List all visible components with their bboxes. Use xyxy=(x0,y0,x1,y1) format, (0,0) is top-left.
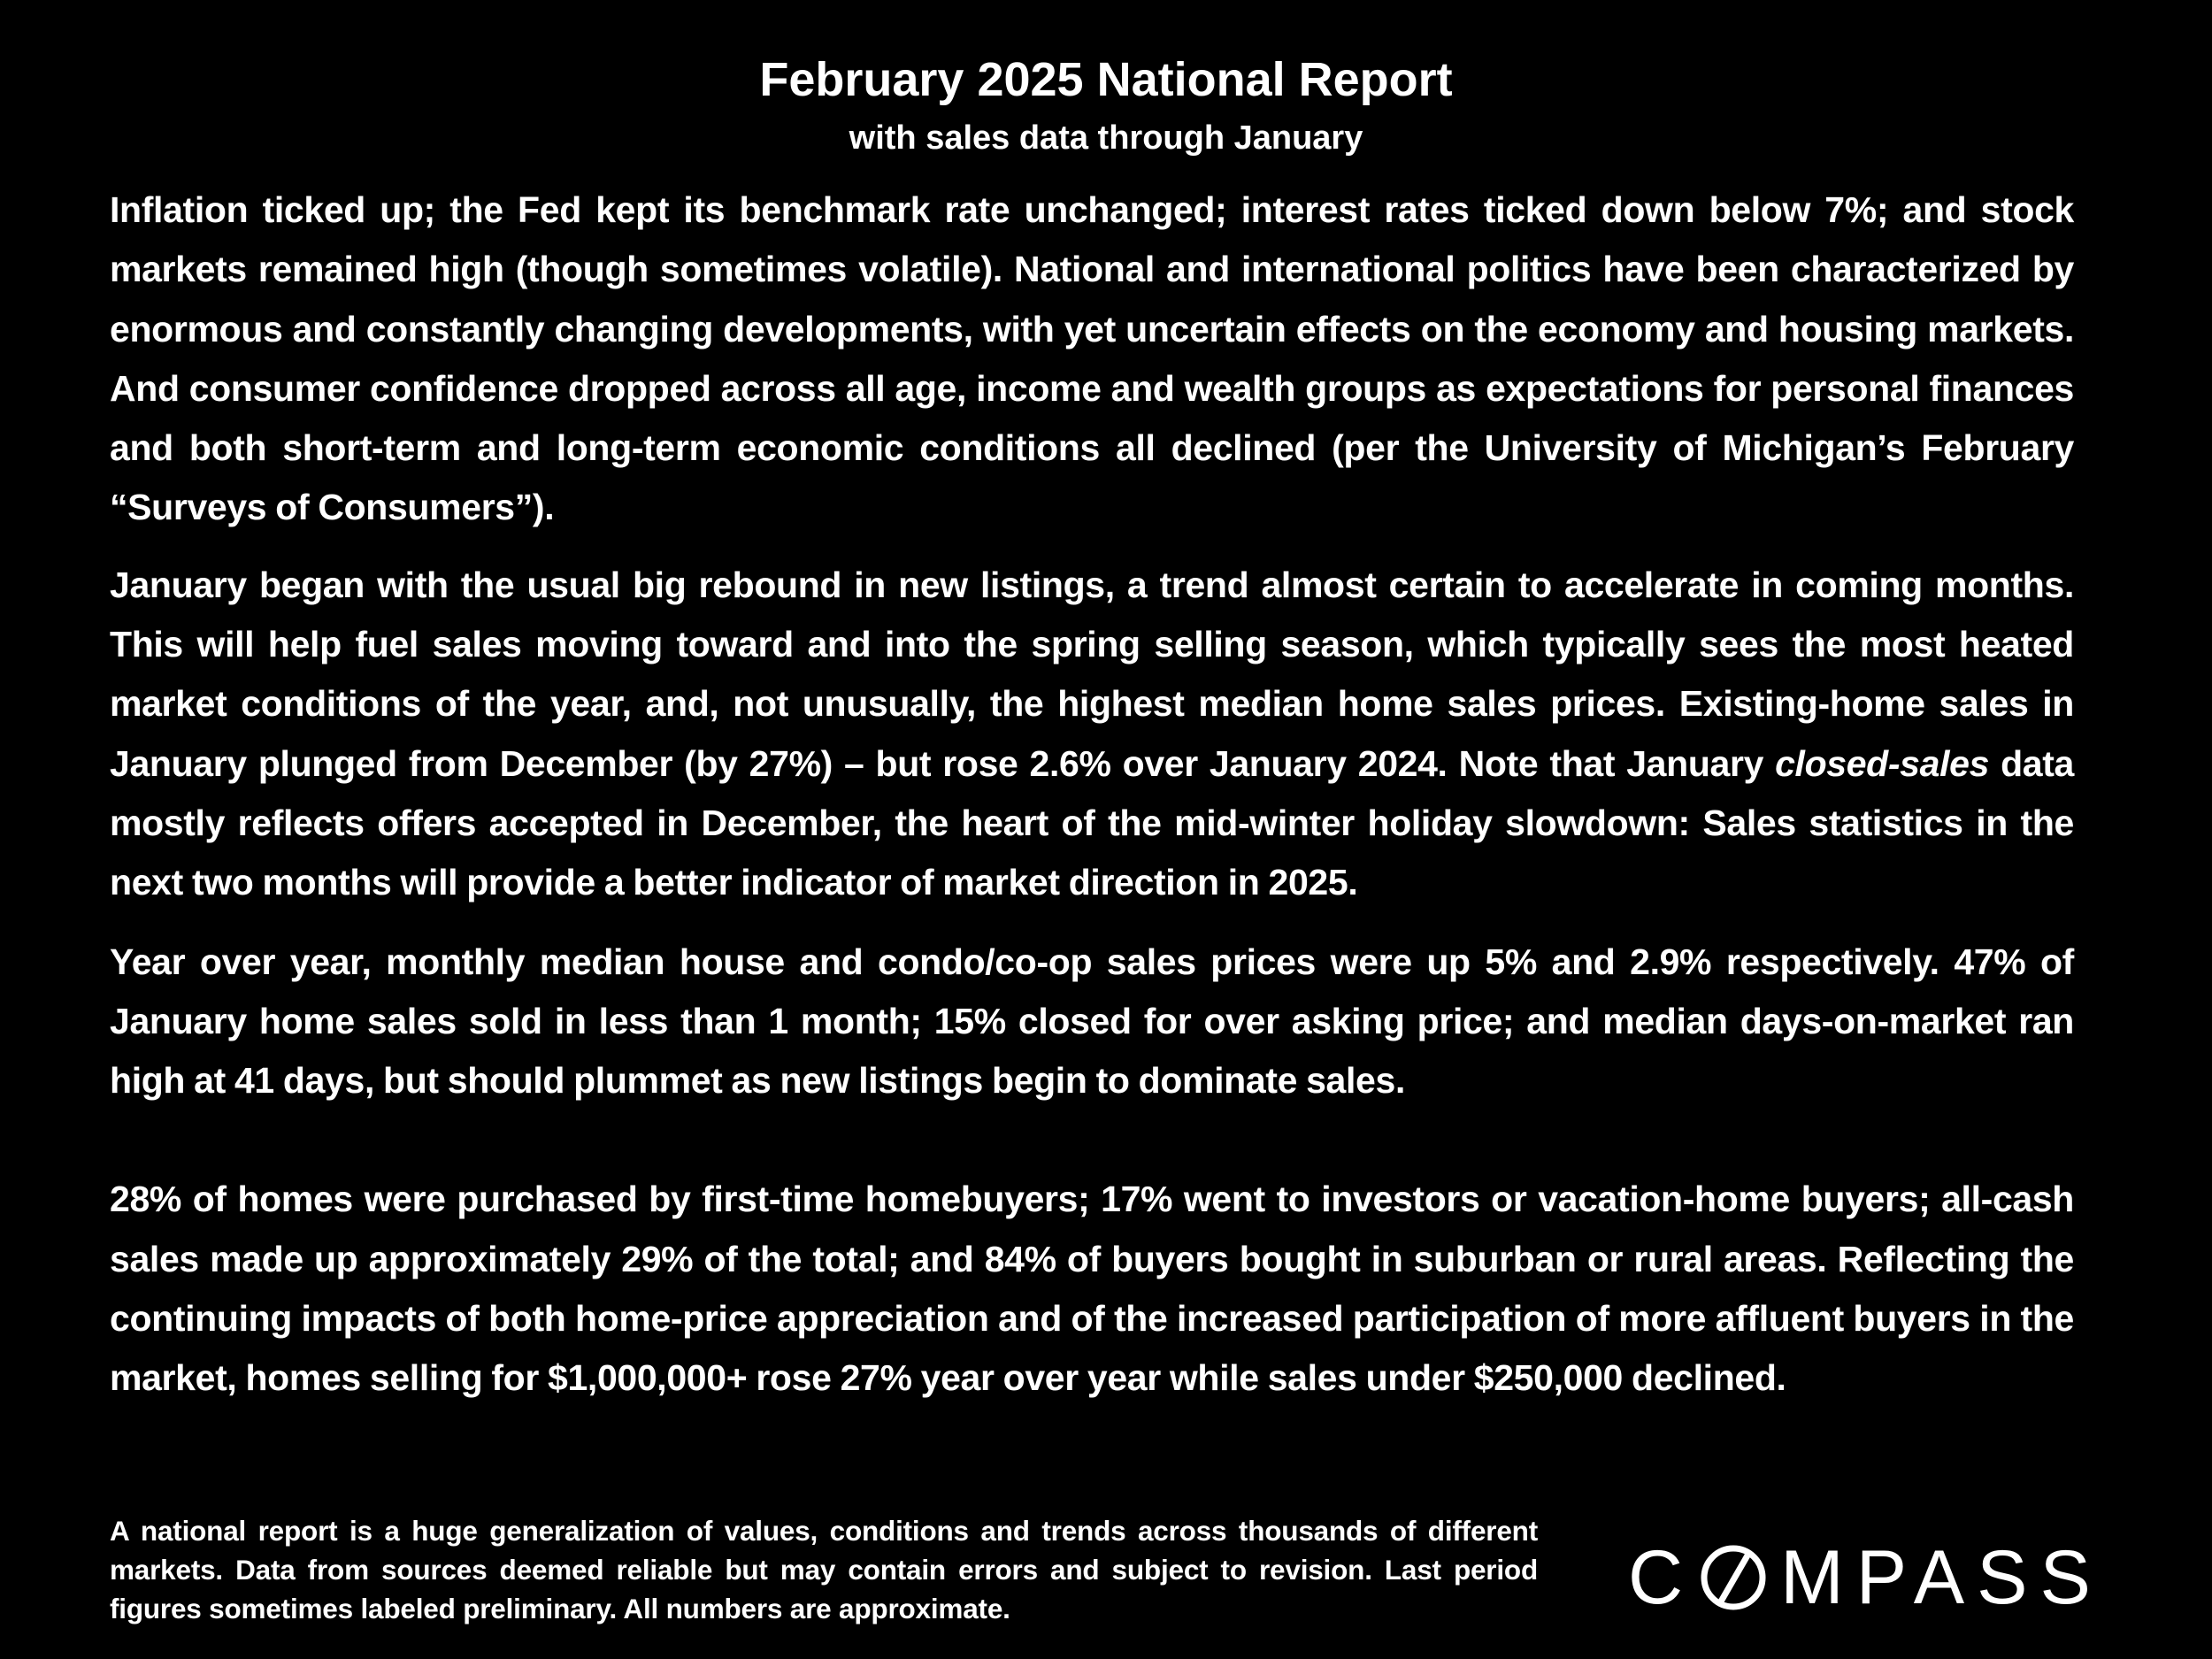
paragraph-buyer-profile: 28% of homes were purchased by first-time homebuyers; 17% went to investors or vacation-home buyers; all-cash sales made up approximately 29% of the total; and 84% of buyers bought in suburban or rural areas. Reflecting the continuing impacts of both home-price appreciation and of the increased participation of more affluent buyers in the market, homes selling for $1,000,000+ rose 27% year over year while sales under $250,000 declined. xyxy=(110,1179,2074,1399)
report-title: February 2025 National Report xyxy=(759,53,1453,106)
compass-logo xyxy=(1628,1535,2106,1620)
logo-letter-c: C xyxy=(1628,1535,1696,1620)
paragraph-january-sales-part2: data mostly reflects offers accepted in December, the heart of the mid-winter holiday slowdown: Sales statistics in the next two months will provide a better indicator of market direction in 2025. xyxy=(110,742,2074,903)
paragraph-january-sales-part1: January began with the usual big rebound in new listings, a trend almost certain to accelerate in coming months. This will help fuel sales moving toward and into the spring selling season, which typically sees the most heated market conditions of the year, and, not unusually, the highest median home sales prices. Existing-home sales in January plunged from December (by 27%) – but rose 2.6% over January 2024. Note that January xyxy=(110,564,2074,784)
disclaimer-footnote: A national report is a huge generalization of values, conditions and trends across thousands of different markets. Data from sources deemed reliable but may contain errors and subject to revision. Last period figures sometimes labeled preliminary. All numbers are approximate. xyxy=(110,1515,1538,1624)
paragraph-economy: Inflation ticked up; the Fed kept its benchmark rate unchanged; interest rates ticked down below 7%; and stock markets remained high (though sometimes volatile). National and international politics have been characterized by enormous and constantly changing developments, with yet uncertain effects on the economy and housing markets. And consumer confidence dropped across all age, income and wealth groups as expectations for personal finances and both short-term and long-term economic conditions all declined (per the University of Michigan’s February “Surveys of Consumers”). xyxy=(110,189,2074,528)
logo-letters-mpass: MPASS xyxy=(1780,1535,2103,1620)
closed-sales-emphasis: closed-sales xyxy=(1775,742,1990,784)
paragraph-january-sales xyxy=(110,556,2074,913)
report-subtitle: with sales data through January xyxy=(849,119,1363,157)
logo-o-slash-icon xyxy=(1699,1543,1768,1612)
paragraph-median-prices: Year over year, monthly median house and condo/co-op sales prices were up 5% and 2.9% respectively. 47% of January home sales sold in less than 1 month; 15% closed for over asking price; and median days-on-market ran high at 41 days, but should plummet as new listings begin to dominate sales. xyxy=(110,941,2074,1102)
report-body xyxy=(110,180,2074,1409)
